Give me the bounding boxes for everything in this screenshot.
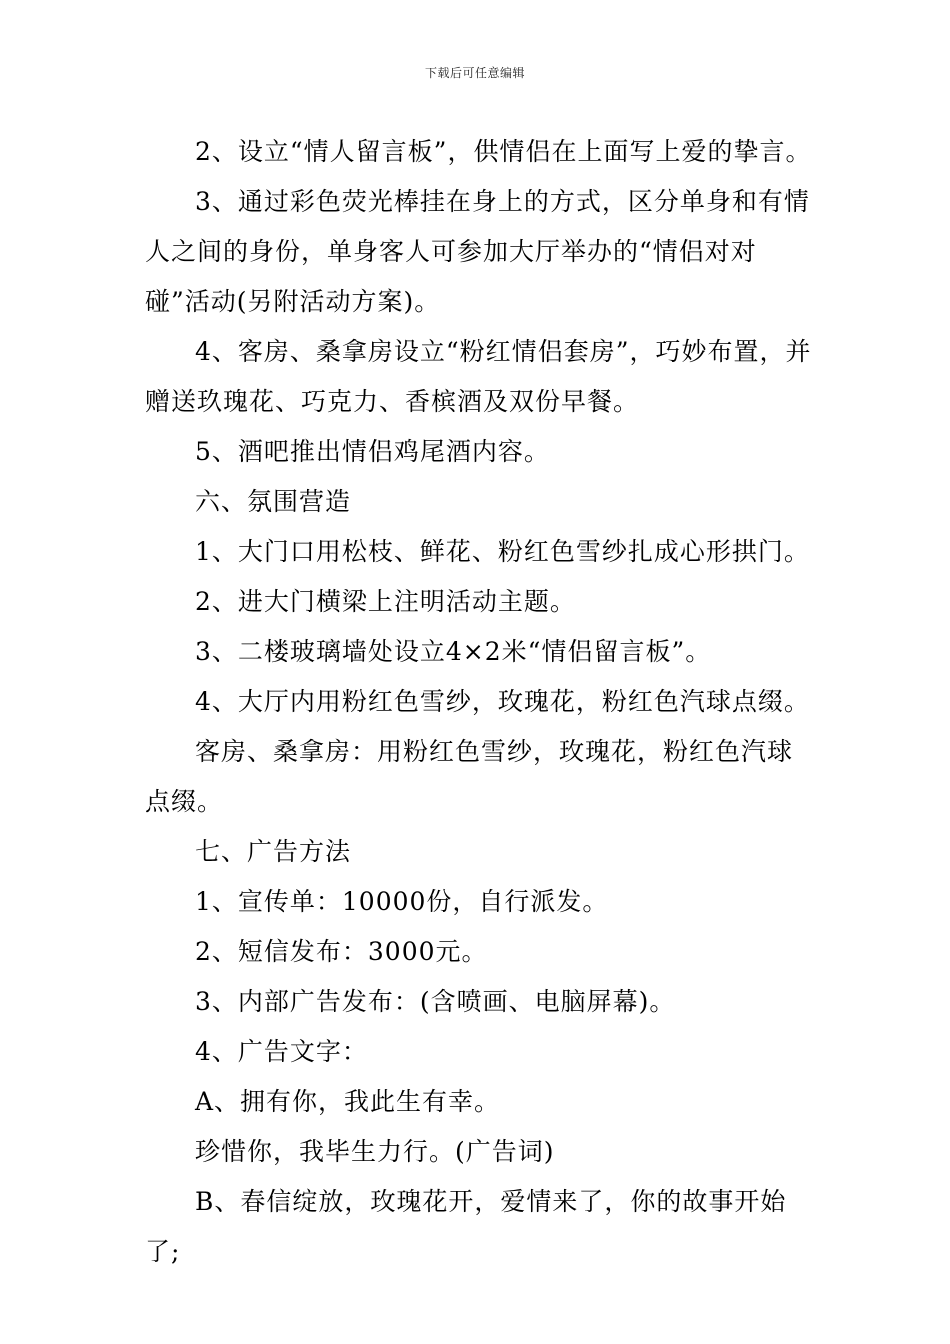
section-heading: 六、氛围营造 xyxy=(195,487,352,516)
paragraph: 4、大厅内用粉红色雪纱，玫瑰花，粉红色汽球点缀。 xyxy=(195,687,810,716)
paragraph: 4、客房、桑拿房设立“粉红情侣套房”，巧妙布置，并赠送玖瑰花、巧克力、香槟酒及双份早餐。 xyxy=(145,337,812,416)
paragraph: 5、酒吧推出情侣鸡尾酒内容。 xyxy=(195,437,550,466)
paragraph: 客房、桑拿房：用粉红色雪纱，玫瑰花，粉红色汽球点缀。 xyxy=(145,737,794,816)
paragraph: 2、设立“情人留言板”，供情侣在上面写上爱的挚言。 xyxy=(195,137,812,166)
paragraph: B、春信绽放，玫瑰花开，爱情来了，你的故事开始了; xyxy=(145,1187,787,1266)
paragraph: A、拥有你，我此生有幸。 xyxy=(195,1087,501,1116)
paragraph: 4、广告文字： xyxy=(195,1037,368,1066)
paragraph: 2、短信发布：3000元。 xyxy=(195,937,488,966)
paragraph: 3、二楼玻璃墙处设立4×2米“情侣留言板”。 xyxy=(195,637,712,666)
paragraph: 3、内部广告发布：(含喷画、电脑屏幕)。 xyxy=(195,987,676,1016)
document-body xyxy=(145,127,817,1277)
paragraph: 1、大门口用松枝、鲜花、粉红色雪纱扎成心形拱门。 xyxy=(195,537,810,566)
section-heading: 七、广告方法 xyxy=(195,837,352,866)
paragraph: 2、进大门横梁上注明活动主题。 xyxy=(195,587,576,616)
paragraph: 3、通过彩色荧光棒挂在身上的方式，区分单身和有情人之间的身份，单身客人可参加大厅举办的“情侣对对碰”活动(另附活动方案)。 xyxy=(145,187,810,316)
paragraph: 1、宣传单：10000份，自行派发。 xyxy=(195,887,609,916)
paragraph: 珍惜你，我毕生力行。(广告词) xyxy=(195,1137,555,1166)
header-note: 下载后可任意编辑 xyxy=(424,66,525,80)
